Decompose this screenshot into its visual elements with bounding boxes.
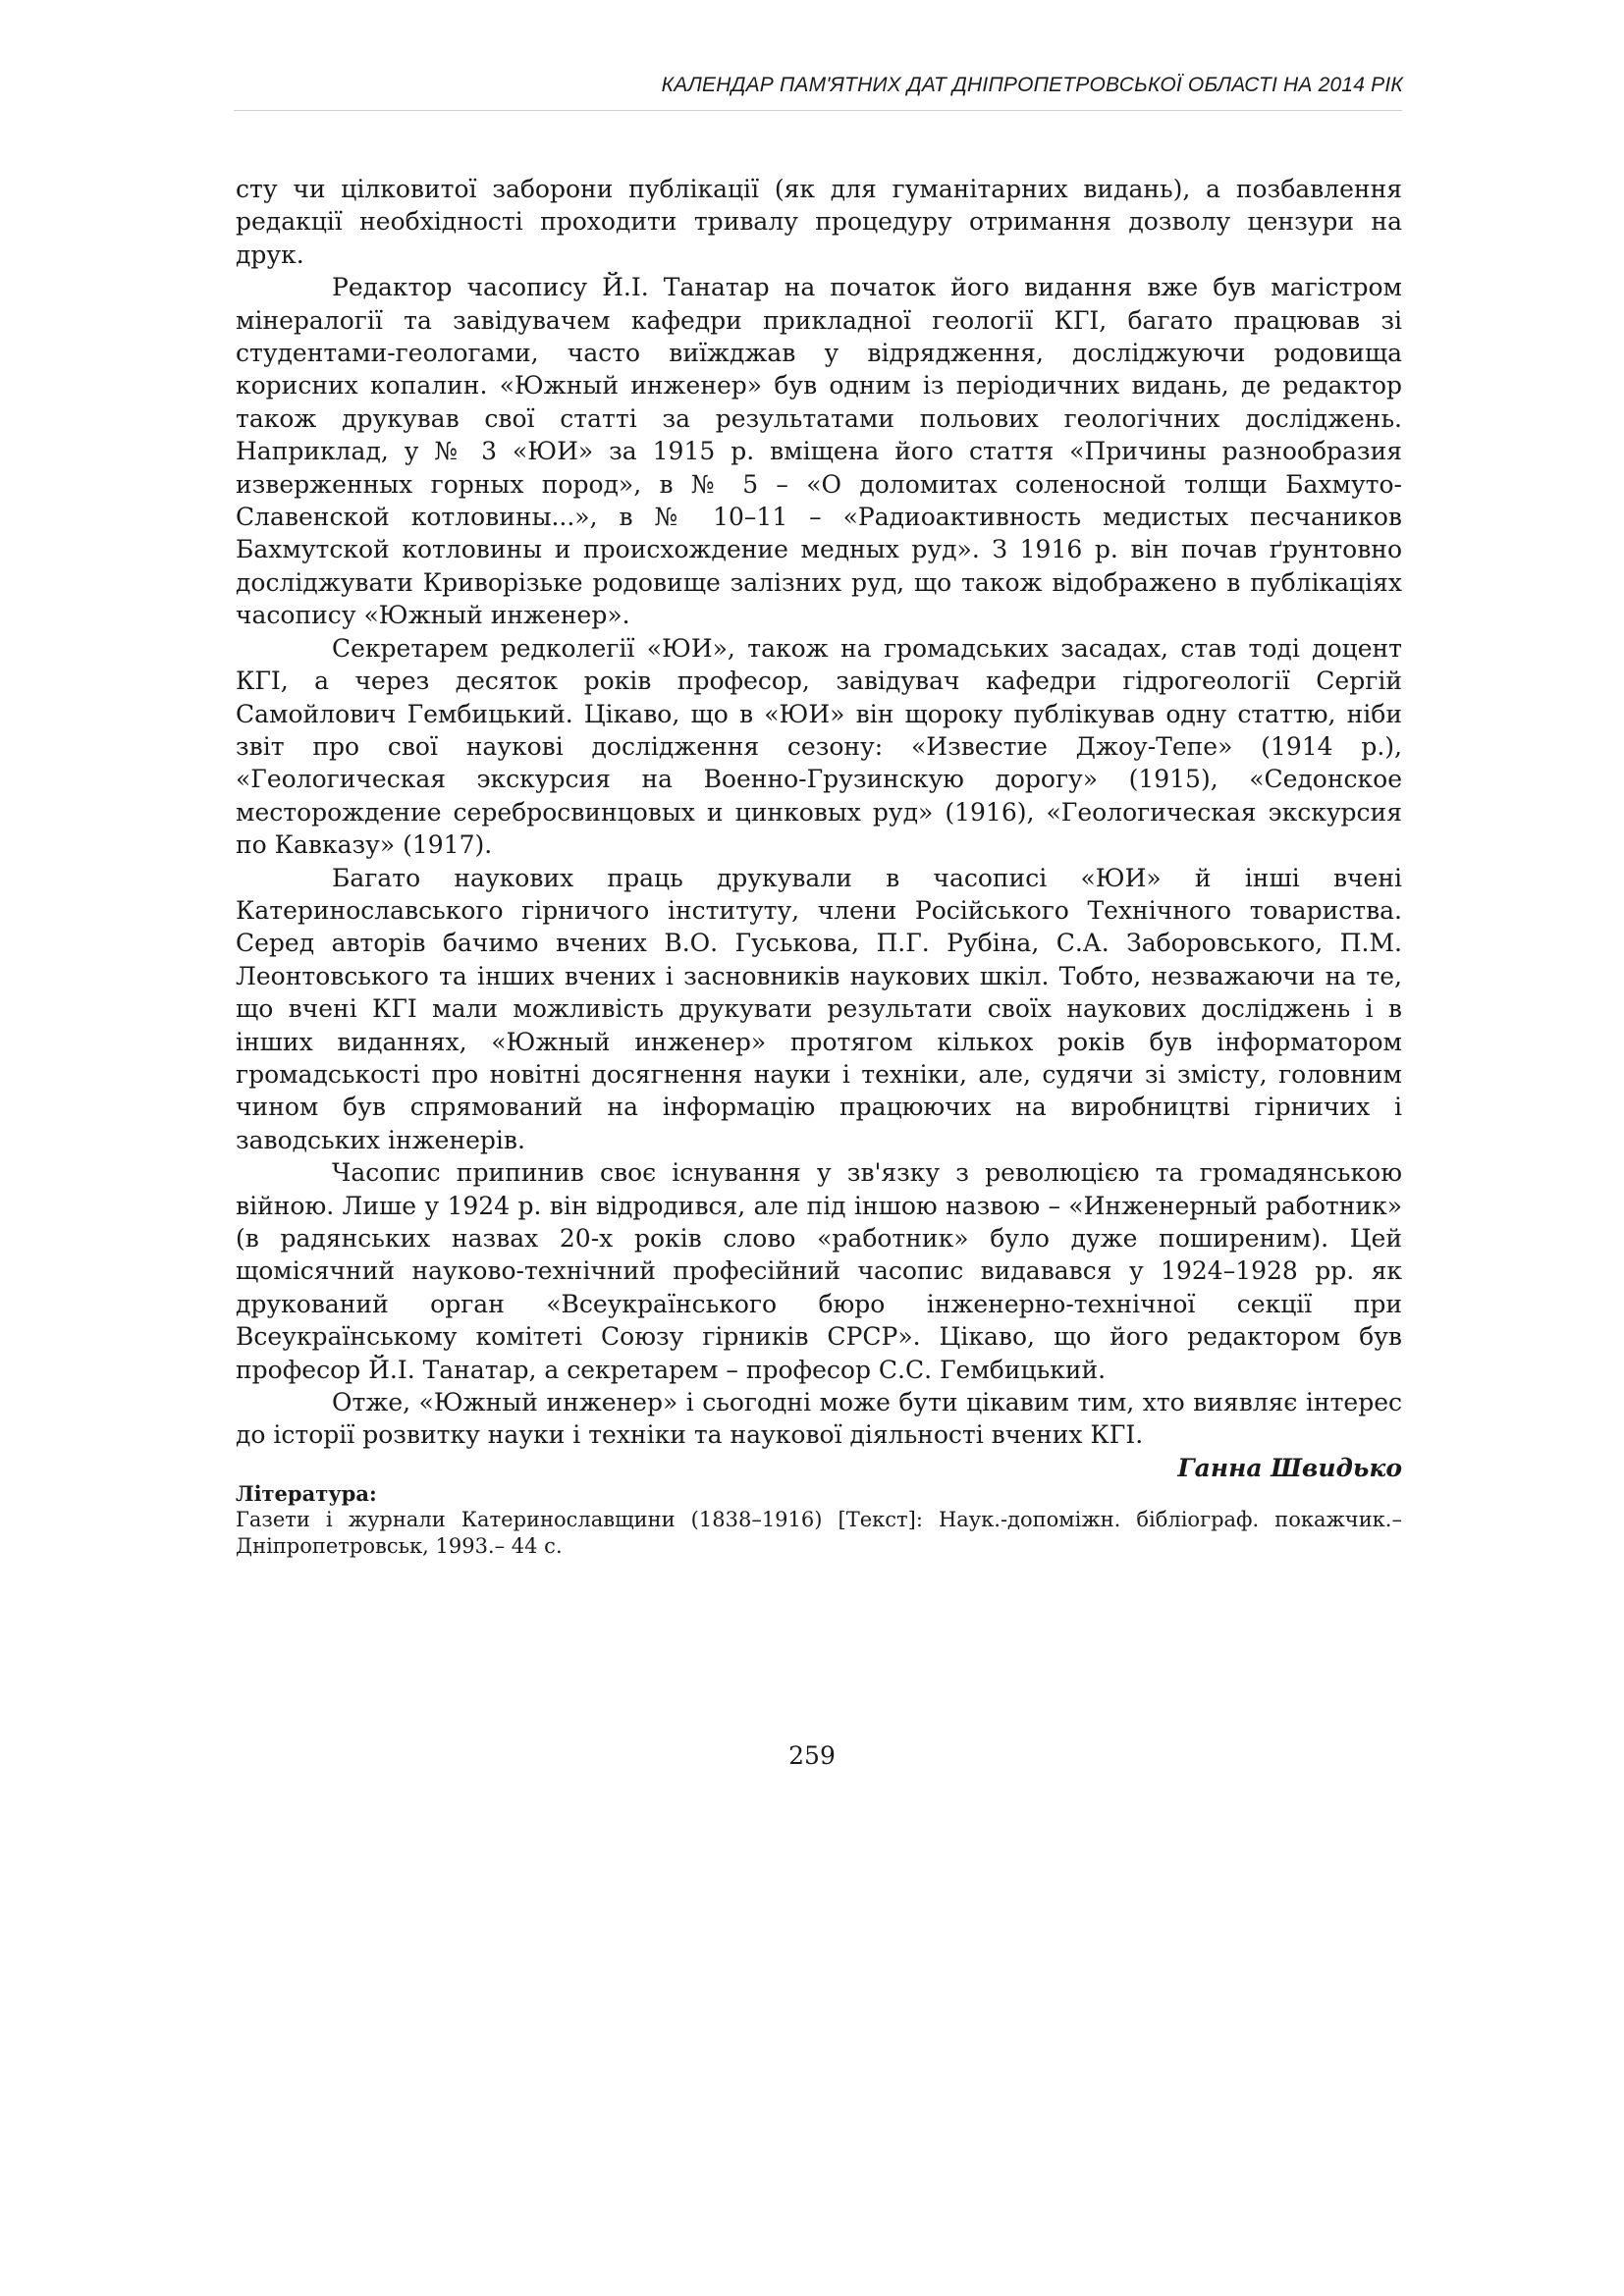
article-body [236,173,1402,1484]
paragraph-continued: сту чи цілковитої заборони публікації (як для гуманітарних видань), а позбавлення редакції необхідності проходити тривалу процедуру отримання дозволу цензури на друк. [236,175,1402,269]
references-heading: Література: [236,1481,377,1506]
header-rule [234,110,1402,111]
running-header: КАЛЕНДАР ПАМ'ЯТНИХ ДАТ ДНІПРОПЕТРОВСЬКОЇ ОБЛАСТІ НА 2014 РІК [661,74,1403,96]
author-signature: Ганна Швидько [1177,1453,1402,1482]
references-section [236,1480,1402,1560]
paragraph-authors: Багато наукових праць друкували в часописі «ЮИ» й інші вчені Катеринославського гірничого інституту, члени Російського Технічного товариства. Серед авторів бачимо вчених В.О. Гуськова, П.Г. Рубіна, С.А. Заборовського, П.М. Леонтовського та інших вчених і засновників наукових шкіл. Тобто, незважаючи на те, що вчені КГІ мали можливість друкувати результати своїх наукових досліджень і в інших виданнях, «Южный инженер» протягом кількох років був інформатором громадськості про новітні досягнення науки і техніки, але, судячи зі змісту, головним чином був спрямований на інформацію працюючих на виробництві гірничих і заводських інженерів. [236,863,1402,1154]
paragraph-conclusion: Отже, «Южный инженер» і сьогодні може бути цікавим тим, хто виявляє інтерес до історії розвитку науки і техніки та наукової діяльності вчених КГІ. [236,1388,1402,1450]
reference-item: Газети і журнали Катеринославщини (1838–1916) [Текст]: Наук.-допоміжн. бібліограф. покажчик.– Дніпропетровськ, 1993.– 44 с. [236,1508,1402,1558]
paragraph-closure: Часопис припинив своє існування у зв'язку з революцією та громадянською війною. Лише у 1924 р. він відродився, але під іншою назвою – «Инженерный работник» (в радянських назвах 20-х років слово «работник» було дуже поширеним). Цей щомісячний науково-технічний професійний часопис видавався у 1924–1928 рр. як друкований орган «Всеукраїнського бюро інженерно-технічної секції при Всеукраїнському комітеті Союзу гірників СРСР». Цікаво, що його редактором був професор Й.І. Танатар, а секретарем – професор С.С. Гембицький. [236,1158,1402,1384]
page-number: 259 [788,1741,836,1770]
paragraph-editor: Редактор часопису Й.І. Танатар на початок його видання вже був магістром мінералогії та завідувачем кафедри прикладної геології КГІ, багато працював зі студентами-геологами, часто виїжджав у відрядження, досліджуючи родовища корисних копалин. «Южный инженер» був одним із періодичних видань, де редактор також друкував свої статті за результатами польових геологічних досліджень. Наприклад, у № 3 «ЮИ» за 1915 р. вміщена його стаття «Причины разнообразия изверженных горных пород», в № 5 – «О доломитах соленосной толщи Бахмуто-Славенской котловины...», в № 10–11 – «Радиоактивность медистых песчаников Бахмутской котловины и происхождение медных руд». З 1916 р. він почав ґрунтовно досліджувати Криворізьке родовище залізних руд, що також відображено в публікаціях часопису «Южный инженер». [236,273,1402,630]
paragraph-secretary: Секретарем редколегії «ЮИ», також на громадських засадах, став тоді доцент КГІ, а через десяток років професор, завідувач кафедри гідрогеології Сергій Самойлович Гембицький. Цікаво, що в «ЮИ» він щороку публікував одну статтю, ніби звіт про свої наукові дослідження сезону: «Известие Джоу-Тепе» (1914 р.), «Геологическая экскурсия на Военно-Грузинскую дорогу» (1915), «Седонское месторождение серебросвинцовых и цинковых руд» (1916), «Геологическая экскурсия по Кавказу» (1917). [236,633,1402,860]
